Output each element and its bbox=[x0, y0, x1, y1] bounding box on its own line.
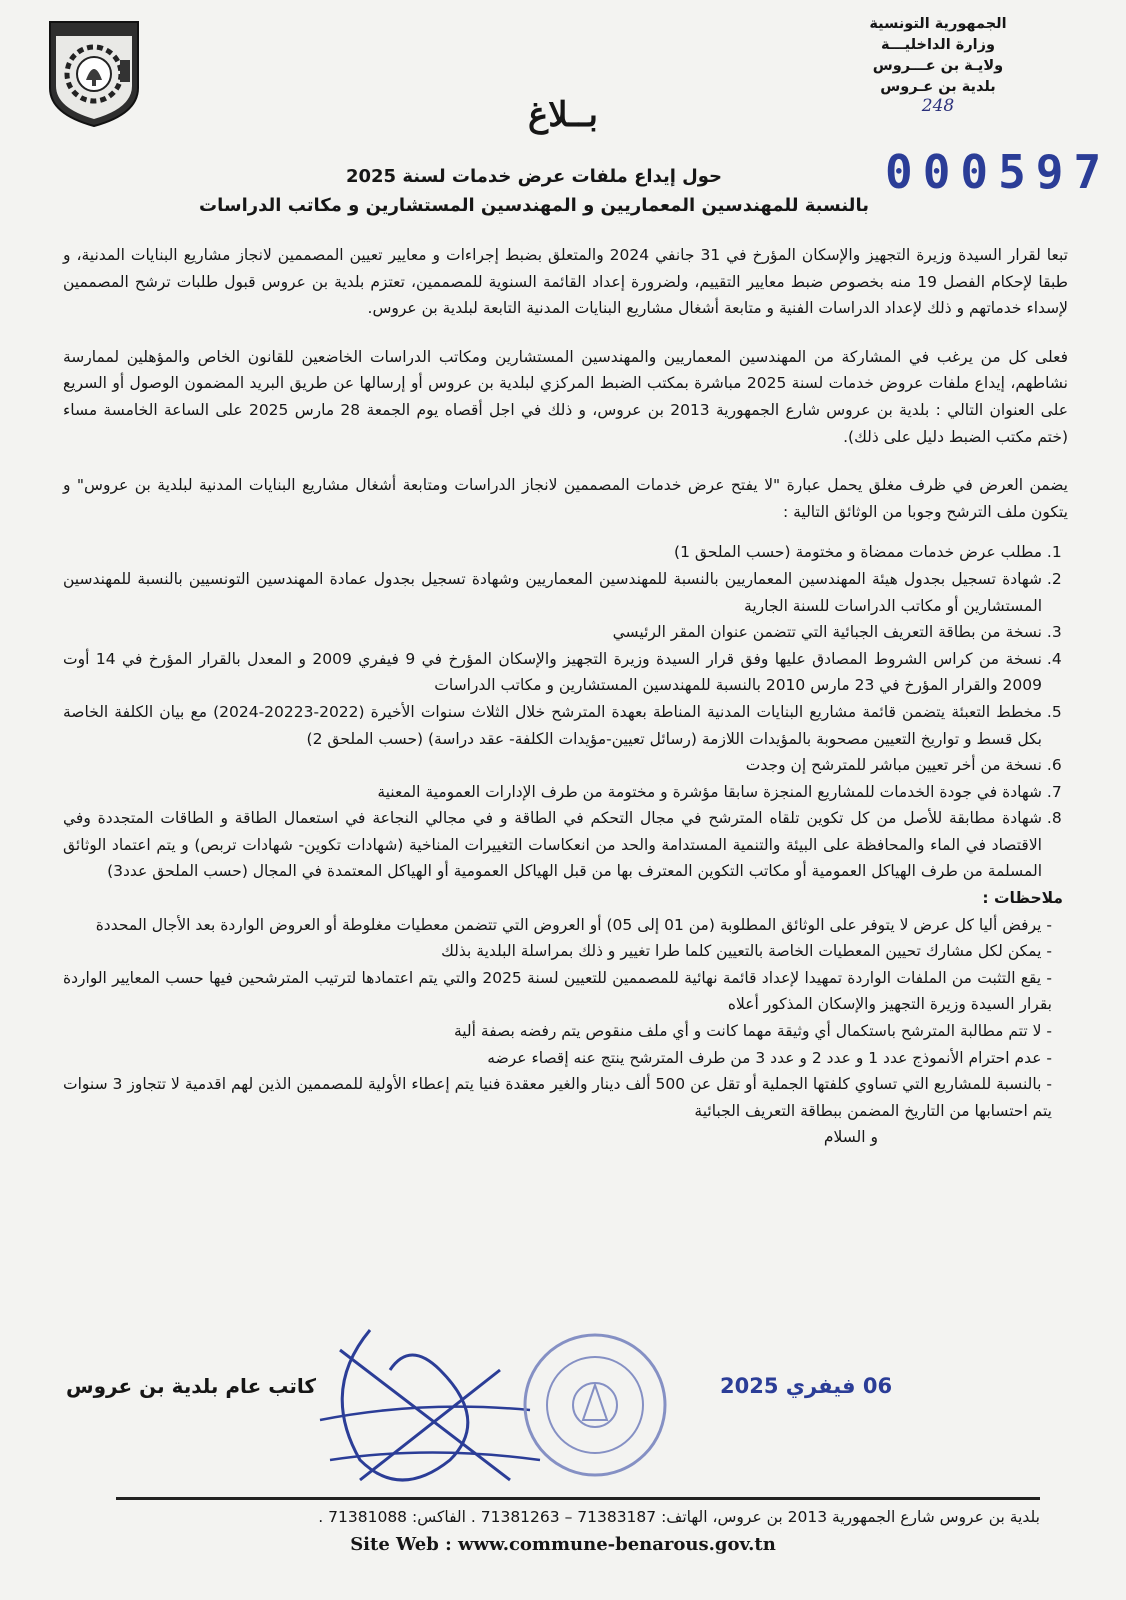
closing-salutation: و السلام bbox=[823, 1128, 878, 1147]
list-item: 8. شهادة مطابقة للأصل من كل تكوين تلقاه المترشح في مجال التحكم في الطاقة و في مجالي النجاعة في استعمال الطاقة و الطاقات المتجددة وفي الاقتصاد في الماء والمحافظة على البيئة والتنمية المستدامة والحد من انعكاسات التغييرات المناخية (شهادات تكوين- شهادات تربص) و يتم اعتماد الوثائق المسلمة من طرف الهياكل العمومية أو مكاتب التكوين المعترف بها من قبل الهياكل العمومية أو الهياكل المعتمدة في المجال (حسب الملحق عدد3) bbox=[63, 805, 1042, 885]
paragraph-submission: فعلى كل من يرغب في المشاركة من المهندسين المعماريين والمهندسين المستشارين ومكاتب الدراسات الخاضعين للقانون الخاص والمؤهلين لممارسة نشاطهم، إيداع ملفات عروض خدمات لسنة 2025 مباشرة بمكتب الضبط المركزي لبلدية بن عروس أو إرسالها عن طريق البريد المضمون الوصول أو السريع على العنوان التالي : بلدية بن عروس شارع الجمهورية 2013 بن عروس، و ذلك في اجل أقصاه يوم الجمعة 28 مارس 2025 على الساعة الخامسة مساء (ختم مكتب الضبط دليل على ذلك). bbox=[63, 347, 1068, 446]
notes-heading: ملاحظات : bbox=[982, 889, 1063, 908]
footer-divider bbox=[116, 1497, 1040, 1500]
list-item: - عدم احترام الأنموذج عدد 1 و عدد 2 و عدد 3 من طرف المترشح ينتج عنه إقصاء عرضه bbox=[63, 1045, 1052, 1072]
list-item: 6. نسخة من أخر تعيين مباشر للمترشح إن وجدت bbox=[63, 752, 1042, 779]
list-item: 5. مخطط التعبئة يتضمن قائمة مشاريع البنايات المدنية المناطة بعهدة المترشح خلال الثلاث سنوات الأخيرة (2022-20223-2024) مع بيان الكلفة الخاصة بكل قسط و تواريخ التعيين مصحوبة بالمؤيدات اللازمة (رسائل تعيين-مؤيدات الكلفة- عقد دراسة) (حسب الملحق 2) bbox=[63, 699, 1042, 752]
signatory-title: كاتب عام بلدية بن عروس bbox=[66, 1374, 317, 1398]
notes-list bbox=[63, 912, 1068, 1125]
subject-line-2: بالنسبة للمهندسين المعماريين و المهندسين المستشارين و مكاتب الدراسات bbox=[199, 195, 869, 216]
list-item: 7. شهادة في جودة الخدمات للمشاريع المنجزة سابقا مؤشرة و مختومة من طرف الإدارات العمومية المعنية bbox=[63, 779, 1042, 806]
registration-stamp-number: 000597 bbox=[885, 145, 1112, 199]
footer-website: Site Web : www.commune-benarous.gov.tn bbox=[350, 1534, 776, 1555]
handwritten-reference: 248 bbox=[921, 96, 955, 116]
list-item: 1. مطلب عرض خدمات ممضاة و مختومة (حسب الملحق 1) bbox=[63, 539, 1042, 566]
paragraph-intro: تبعا لقرار السيدة وزيرة التجهيز والإسكان المؤرخ في 31 جانفي 2024 والمتعلق بضبط إجراءات و معايير تعيين المصممين لانجاز مشاريع البنايات المدنية، و طبقا لإحكام الفصل 19 منه بخصوص ضبط معايير التقييم، ولضرورة إعداد القائمة السنوية للمصممين، تعتزم بلدية بن عروس قبول طلبات ترشح المصممين لإسداء خدماتهم و ذلك لإعداد الدراسات الفنية و متابعة أشغال مشاريع البنايات المدنية التابعة لبلدية بن عروس. bbox=[63, 246, 1068, 318]
document-date: 06 فيفري 2025 bbox=[720, 1374, 893, 1398]
paragraph-envelope: يضمن العرض في ظرف مغلق يحمل عبارة "لا يفتح عرض خدمات المصممين لانجاز الدراسات ومتابعة أشغال مشاريع البنايات المدنية لبلدية بن عروس" و يتكون ملف الترشح وجوبا من الوثائق التالية : bbox=[63, 476, 1068, 521]
letterhead-republic: الجمهورية التونسية bbox=[869, 16, 1007, 32]
official-seal-icon bbox=[520, 1330, 670, 1480]
list-item: - بالنسبة للمشاريع التي تساوي كلفتها الجملية أو تقل عن 500 ألف دينار والغير معقدة فنيا يتم إعطاء الأولية للمصممين الذين لهم اقدمية لا تتجاوز 3 سنوات يتم احتسابها من التاريخ المضمن ببطاقة التعريف الجبائية bbox=[63, 1071, 1052, 1124]
list-item: 2. شهادة تسجيل بجدول هيئة المهندسين المعماريين بالنسبة للمهندسين المعماريين وشهادة تسجيل بجدول عمادة المهندسين التونسيين بالنسبة للمهندسين المستشارين أو مكاتب الدراسات للسنة الجارية bbox=[63, 566, 1042, 619]
footer-address: بلدية بن عروس شارع الجمهورية 2013 بن عروس، الهاتف: 71383187 – 71381263 . الفاكس: 71381088 . bbox=[318, 1508, 1040, 1526]
document-subject bbox=[154, 162, 914, 220]
required-documents-list bbox=[63, 539, 1068, 885]
document-title: بــلاغ bbox=[528, 95, 598, 135]
list-item: - يمكن لكل مشارك تحيين المعطيات الخاصة بالتعيين كلما طرا تغيير و ذلك بمراسلة البلدية بذلك bbox=[63, 938, 1052, 965]
letterhead-municipality: بلدية بن عـروس bbox=[880, 79, 996, 95]
letterhead-ministry: وزارة الداخليـــة bbox=[881, 37, 995, 53]
letterhead-governorate: ولايـة بن عـــروس bbox=[872, 58, 1004, 74]
list-item: - يقع التثبت من الملفات الواردة تمهيدا لإعداد قائمة نهائية للمصممين للتعيين لسنة 2025 والتي يتم اعتمادها لترتيب المترشحين فيها حسب المعايير الواردة بقرار السيدة وزيرة التجهيز والإسكان المذكور أعلاه bbox=[63, 965, 1052, 1018]
document-body bbox=[63, 242, 1068, 1151]
subject-line-1: حول إيداع ملفات عرض خدمات لسنة 2025 bbox=[345, 166, 723, 187]
list-item: - لا تتم مطالبة المترشح باستكمال أي وثيقة مهما كانت و أي ملف منقوص يتم رفضه بصفة ألية bbox=[63, 1018, 1052, 1045]
list-item: - يرفض أليا كل عرض لا يتوفر على الوثائق المطلوبة (من 01 إلى 05) أو العروض التي تتضمن معطيات مغلوطة أو العروض الواردة بعد الأجال المحددة bbox=[63, 912, 1052, 939]
list-item: 3. نسخة من بطاقة التعريف الجبائية التي تتضمن عنوان المقر الرئيسي bbox=[63, 619, 1042, 646]
list-item: 4. نسخة من كراس الشروط المصادق عليها وفق قرار السيدة وزيرة التجهيز والإسكان المؤرخ في 9 فيفري 2009 و المعدل بالقرار المؤرخ في 14 أوت 2009 والقرار المؤرخ في 23 مارس 2010 بالنسبة للمهندسين المستشارين و مكاتب الدراسات bbox=[63, 646, 1042, 699]
